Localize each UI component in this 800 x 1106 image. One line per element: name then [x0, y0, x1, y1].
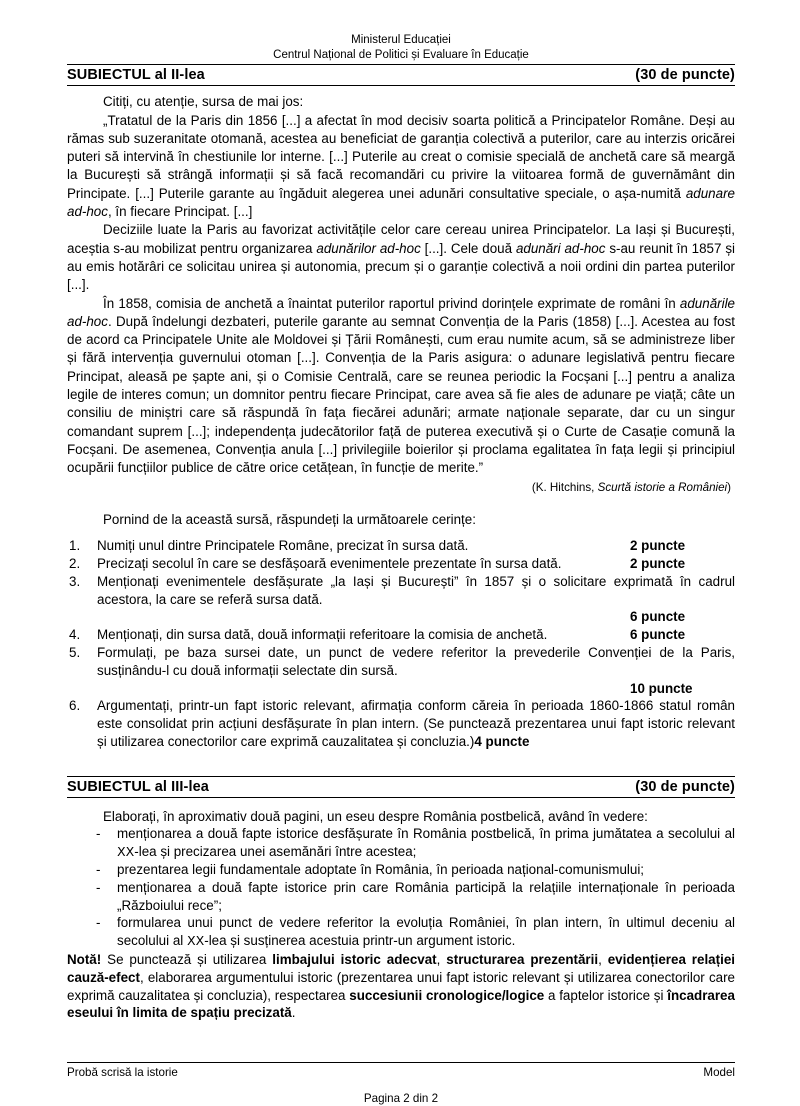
center-line: Centrul Național de Politici și Evaluare în Educație	[273, 48, 529, 61]
note-seg-3: ,	[598, 952, 608, 968]
source-paragraph-3	[67, 295, 735, 478]
note-seg-1: Se punctează și utilizarea	[101, 952, 273, 968]
source-p1-tail: , în fiecare Principat. [...]	[107, 204, 253, 220]
source-paragraph-2	[67, 221, 735, 294]
bullet-text-pre: menționarea a două fapte istorice desfășurate în România postbelică, în prima jumătatea a secolului al	[117, 826, 735, 842]
page-number: Pagina 2 din 2	[363, 1092, 439, 1105]
note-bold-1: limbajului istoric adecvat	[272, 952, 437, 968]
dash-bullet-icon: -	[96, 915, 101, 931]
requirement-number: 5.	[69, 644, 81, 660]
footer-exam-label: Probă scrisă la istorie	[67, 1066, 178, 1079]
dash-bullet-icon: -	[96, 826, 101, 842]
requirement-item	[67, 644, 735, 697]
note-seg-6: .	[291, 1005, 296, 1021]
requirement-text: Menționați evenimentele desfășurate „la Iași și București” în 1857 și o solicitare exprimată în cadrul acestora, la care se referă sursa dată.	[97, 573, 735, 607]
requirement-points: 6 puncte	[630, 609, 686, 625]
bullet-text-post: -lea și precizarea unei asemănări între acestea;	[134, 844, 417, 860]
note-seg-2: ,	[436, 952, 447, 968]
bullet-roman-numeral: XX	[186, 933, 205, 949]
source-p2-tail: s-au reunit în 1857 și au emis hotărâri ce solicitau unirea și autonomia, precum și o garanție colectivă a noii ordini din partea puterilor [...].	[67, 240, 735, 293]
bullet-text-post: -lea și susținerea acestuia printr-un argument istoric.	[204, 933, 516, 949]
requirement-points-row	[97, 608, 735, 626]
note-bold-3: evidențierea relației cauză-efect	[67, 952, 735, 985]
requirement-text: Argumentați, printr-un fapt istoric relevant, afirmația conform căreia în perioada 1860-1866 statul român este consolidat prin acțiuni desfășurate în plan intern. (Se punctează prezentarea unui fapt istoric relevant și utilizarea conectorilor care exprimă cauzalitatea și concluzia.)	[97, 698, 735, 749]
requirement-row	[97, 626, 735, 644]
requirement-points: 6 puncte	[630, 627, 686, 643]
footer-model-label: Model	[703, 1066, 735, 1079]
requirement-row	[97, 537, 735, 555]
dash-bullet-icon: -	[96, 862, 101, 878]
ministry-line: Ministerul Educației	[351, 34, 451, 46]
bullet-text-pre: formularea unui punct de vedere referitor la evoluția României, în plan intern, în ultimul deceniu al secolului al	[117, 915, 735, 949]
source-attribution	[67, 481, 735, 494]
source-p2-mid: [...]. Cele două	[420, 240, 516, 256]
source-p2-italic-a: adunărilor ad-hoc	[316, 240, 421, 256]
source-p2-text: Deciziile luate la Paris au favorizat activitățile celor care cereau unirea Principatelor. La Iași și București, aceștia s-au mobilizat pentru organizarea	[67, 222, 735, 256]
subject-2-title: SUBIECTUL al II-lea	[67, 67, 205, 83]
bullet-roman-numeral: XX	[117, 844, 135, 860]
note-label: Notă!	[67, 952, 102, 968]
attribution-close: )	[727, 480, 731, 494]
attribution-author: (K. Hitchins,	[531, 480, 598, 494]
requirement-text: Formulați, pe baza sursei date, un punct de vedere referitor la prevederile Convenției de la Paris, susținându-l cu două informații selectate din sursă.	[97, 644, 735, 678]
requirement-points: 4 puncte	[474, 733, 530, 749]
subject-2-points: (30 de puncte)	[635, 67, 735, 83]
requirement-row	[97, 555, 735, 573]
requirements-prompt: Pornind de la această sursă, răspundeți la următoarele cerințe:	[103, 511, 476, 527]
requirement-points: 10 puncte	[630, 680, 693, 696]
essay-bullet	[67, 879, 735, 915]
requirement-number: 2.	[69, 555, 81, 571]
source-p1-italic: adunare ad-hoc	[67, 185, 735, 220]
essay-intro: Elaborați, în aproximativ două pagini, un eseu despre România postbelică, având în vedere:	[103, 808, 648, 824]
requirement-text: Numiți unul dintre Principatele Române, precizat în sursa dată.	[97, 538, 469, 554]
subject-3-heading	[67, 777, 735, 798]
requirement-body	[97, 644, 735, 680]
essay-bullet	[67, 861, 735, 879]
requirement-item	[67, 697, 735, 750]
requirement-number: 4.	[69, 627, 81, 643]
source-paragraph-1	[67, 112, 735, 222]
subject-2-heading	[67, 65, 735, 86]
requirement-item	[67, 537, 735, 555]
requirements-list	[67, 537, 735, 751]
requirement-text: Precizați secolul în care se desfășoară evenimentele prezentate în sursa dată.	[97, 555, 562, 571]
subject-3-title: SUBIECTUL al III-lea	[67, 778, 209, 795]
requirement-number: 1.	[69, 538, 81, 554]
requirement-number: 3.	[69, 573, 81, 589]
requirement-body	[97, 697, 735, 750]
document-header	[67, 33, 735, 64]
grading-note	[67, 951, 735, 1022]
source-p2-italic-b: adunări ad-hoc	[515, 240, 606, 256]
note-bold-4: succesiunii cronologice/logice	[349, 987, 545, 1003]
essay-bullet	[67, 914, 735, 950]
note-seg-5: a faptelor istorice și	[544, 987, 668, 1003]
requirement-points: 2 puncte	[630, 538, 686, 554]
requirement-text: Menționați, din sursa dată, două informații referitoare la comisia de anchetă.	[97, 627, 548, 643]
subject-2-instruction: Citiți, cu atenție, sursa de mai jos:	[103, 94, 304, 109]
document-content	[67, 33, 735, 1022]
source-p3-text: În 1858, comisia de anchetă a înaintat puterilor raportul privind dorințele exprimate de români în	[103, 295, 680, 311]
bullet-text-pre: prezentarea legii fundamentale adoptate în România, în perioada național-comunismului;	[117, 862, 645, 878]
subject-3-points: (30 de puncte)	[635, 778, 735, 795]
essay-bullet	[67, 825, 735, 861]
source-p3-italic: adunările ad-hoc	[67, 295, 735, 329]
requirement-points-row	[97, 680, 735, 698]
source-p3-tail: . După îndelungi dezbateri, puterile garante au semnat Convenția de la Paris (1858) [...]. Acestea au fost de acord ca Principatele Unite ale Moldovei și Țării Românești, cum erau numite acum, să se administreze liber și fără intervenția guvernului otoman [...]. Convenția de la Paris asigura: o adunare legislativă pentru fiecare Principat, aleasă pe șapte ani, și o Comisie Centrală, care se reunea periodic la Focșani [...] pentru a analiza legile de interes comun; un domnitor pentru fiecare Principat, care avea să fie ales de adunare pe viață; câte un consiliu de miniștri care să răspundă în fața fiecărei adunări; armate naționale separate, dar cu un singur comandant suprem [...]; independența judecătorilor față de puterea executivă și o Curte de Casație comună la Focșani. De asemenea, Convenția anula [...] privilegiile boierilor și proclama egalitatea în fața legii și principiul ocupării funcțiilor publice de către orice cetățean, în funcție de merite.”	[67, 313, 735, 476]
dash-bullet-icon: -	[96, 879, 101, 895]
attribution-work: Scurtă istorie a României	[597, 480, 728, 494]
section-spacer	[67, 751, 735, 776]
requirement-points: 2 puncte	[630, 555, 686, 571]
bullet-text-pre: menționarea a două fapte istorice prin care România participă la relațiile internaționale în perioada „Războiului rece”;	[117, 879, 735, 913]
requirement-item	[67, 573, 735, 626]
footer-row	[67, 1066, 735, 1080]
requirement-body	[97, 573, 735, 609]
footer-divider	[67, 1062, 735, 1063]
source-p1-text: „Tratatul de la Paris din 1856 [...] a afectat în mod decisiv soarta politică a Principatelor Române. Deși au rămas sub suzeranitate otomană, acestea au beneficiat de garanția colectivă a puterilor, care au interzis oricărei puteri să intervină în chestiunile lor interne. [...] Puterile au creat o comisie specială de anchetă care să meargă la București să strângă informații și să facă recomandări cu privire la viitoarea formă de guvernământ din Principate. [...] Puterile garante au îngăduit alegerea unei adunări consultative speciale, o așa-numită	[67, 112, 735, 201]
requirement-item	[67, 626, 735, 644]
note-bold-2: structurarea prezentării	[446, 952, 599, 968]
note-seg-4: , elaborarea argumentului istoric (prezentarea unui fapt istoric relevant și utilizarea conectorilor care exprimă cauzalitatea și concluzia), respectarea	[67, 969, 735, 1003]
note-bold-5: încadrarea eseului în limita de spațiu precizată	[67, 987, 735, 1021]
requirement-number: 6.	[69, 698, 81, 714]
essay-bullet-list	[67, 825, 735, 950]
requirement-item	[67, 555, 735, 573]
page-footer	[67, 1062, 735, 1105]
